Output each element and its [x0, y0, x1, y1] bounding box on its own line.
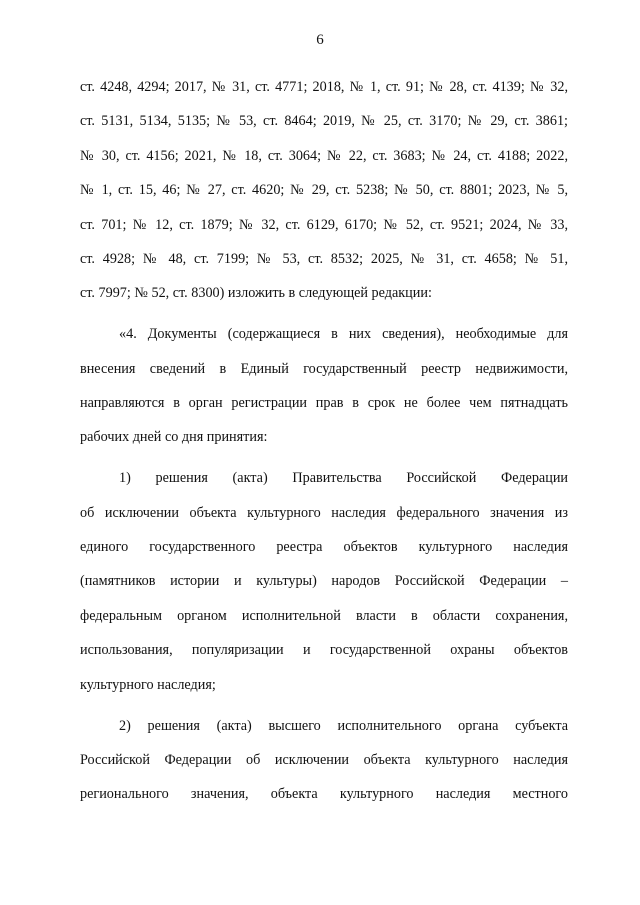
text-line: регионального значения, объекта культурного наследия местного [80, 786, 568, 803]
document-body [80, 75, 568, 823]
paragraph-citation [80, 75, 568, 316]
text-line: единого государственного реестра объектов культурного наследия [80, 539, 568, 556]
text-line: 2) решения (акта) высшего исполнительного органа субъекта [119, 717, 568, 734]
text-line: ст. 701; № 12, ст. 1879; № 32, ст. 6129, 6170; № 52, ст. 9521; 2024, № 33, [80, 216, 568, 233]
text-line: использования, популяризации и государственной охраны объектов [80, 642, 568, 659]
text-line: № 30, ст. 4156; 2021, № 18, ст. 3064; № 22, ст. 3683; № 24, ст. 4188; 2022, [80, 147, 568, 164]
text-line: ст. 7997; № 52, ст. 8300) изложить в следующей редакции: [80, 285, 432, 302]
text-line: об исключении объекта культурного наследия федерального значения из [80, 504, 568, 521]
text-line: ст. 4248, 4294; 2017, № 31, ст. 4771; 2018, № 1, ст. 91; № 28, ст. 4139; № 32, [80, 79, 568, 95]
text-line: «4. Документы (содержащиеся в них сведения), необходимые для [119, 326, 568, 343]
text-line: 1) решения (акта) Правительства Российской Федерации [119, 470, 568, 487]
text-line: федеральным органом исполнительной власти в области сохранения, [80, 607, 568, 624]
text-line: культурного наследия; [80, 676, 216, 693]
paragraph-item-1 [80, 466, 568, 707]
text-line: рабочих дней со дня принятия: [80, 429, 268, 446]
paragraph-item-2 [80, 714, 568, 817]
paragraph-clause-4 [80, 322, 568, 460]
text-line: ст. 5131, 5134, 5135; № 53, ст. 8464; 2019, № 25, ст. 3170; № 29, ст. 3861; [80, 113, 568, 130]
text-line: внесения сведений в Единый государственный реестр недвижимости, [80, 360, 568, 377]
text-line: направляются в орган регистрации прав в срок не более чем пятнадцать [80, 395, 568, 412]
text-line: (памятников истории и культуры) народов Российской Федерации – [80, 573, 568, 590]
text-line: ст. 4928; № 48, ст. 7199; № 53, ст. 8532; 2025, № 31, ст. 4658; № 51, [80, 250, 568, 267]
text-line: Российской Федерации об исключении объекта культурного наследия [80, 751, 568, 768]
page-number: 6 [316, 32, 324, 48]
text-line: № 1, ст. 15, 46; № 27, ст. 4620; № 29, ст. 5238; № 50, ст. 8801; 2023, № 5, [80, 182, 568, 199]
